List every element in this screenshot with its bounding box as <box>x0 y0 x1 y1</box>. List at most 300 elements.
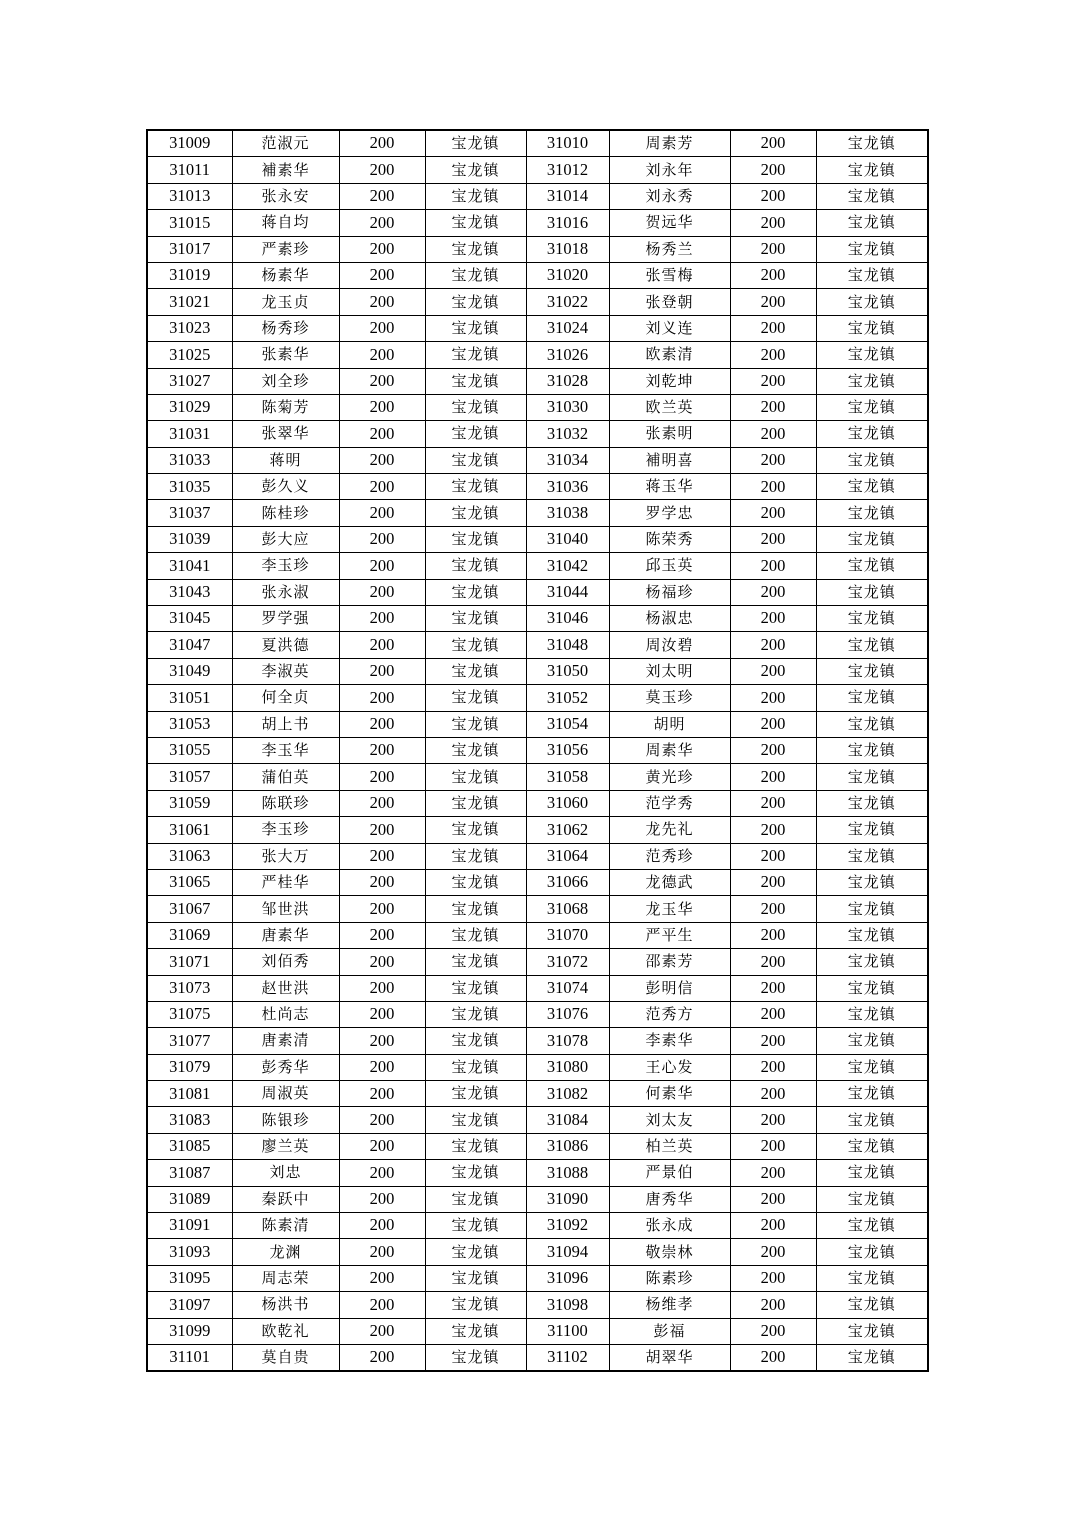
cell-amount-left: 200 <box>339 1186 425 1212</box>
cell-amount-right: 200 <box>730 1344 816 1371</box>
cell-town-right: 宝龙镇 <box>816 1265 928 1291</box>
cell-name-right: 黄光珍 <box>609 764 730 790</box>
cell-id-left: 31041 <box>147 553 232 579</box>
cell-town-right: 宝龙镇 <box>816 1107 928 1133</box>
cell-town-left: 宝龙镇 <box>425 1239 526 1265</box>
cell-id-left: 31087 <box>147 1160 232 1186</box>
cell-name-left: 杨秀珍 <box>232 315 339 341</box>
cell-name-right: 张雪梅 <box>609 262 730 288</box>
cell-name-left: 彭大应 <box>232 526 339 552</box>
cell-id-right: 31054 <box>526 711 609 737</box>
cell-amount-left: 200 <box>339 1133 425 1159</box>
cell-town-left: 宝龙镇 <box>425 1318 526 1344</box>
cell-amount-right: 200 <box>730 685 816 711</box>
cell-name-left: 杨素华 <box>232 262 339 288</box>
cell-id-right: 31020 <box>526 262 609 288</box>
cell-town-left: 宝龙镇 <box>425 975 526 1001</box>
cell-name-left: 龙玉贞 <box>232 289 339 315</box>
cell-amount-right: 200 <box>730 843 816 869</box>
cell-id-right: 31094 <box>526 1239 609 1265</box>
cell-amount-left: 200 <box>339 843 425 869</box>
cell-name-right: 范秀方 <box>609 1001 730 1027</box>
cell-id-left: 31101 <box>147 1344 232 1371</box>
cell-id-left: 31083 <box>147 1107 232 1133</box>
cell-amount-right: 200 <box>730 764 816 790</box>
cell-name-right: 范秀珍 <box>609 843 730 869</box>
cell-id-left: 31065 <box>147 869 232 895</box>
cell-id-right: 31038 <box>526 500 609 526</box>
cell-name-right: 彭福 <box>609 1318 730 1344</box>
table-row <box>147 262 928 288</box>
table-row <box>147 553 928 579</box>
cell-amount-left: 200 <box>339 553 425 579</box>
cell-name-left: 陈菊芳 <box>232 394 339 420</box>
cell-amount-right: 200 <box>730 896 816 922</box>
cell-town-left: 宝龙镇 <box>425 1160 526 1186</box>
cell-name-left: 蒲伯英 <box>232 764 339 790</box>
cell-id-right: 31078 <box>526 1028 609 1054</box>
cell-town-right: 宝龙镇 <box>816 1160 928 1186</box>
cell-name-right: 龙德武 <box>609 869 730 895</box>
cell-town-right: 宝龙镇 <box>816 526 928 552</box>
cell-town-left: 宝龙镇 <box>425 632 526 658</box>
cell-name-left: 范淑元 <box>232 130 339 157</box>
roster-table-body <box>147 130 928 1371</box>
table-row <box>147 315 928 341</box>
cell-id-right: 31056 <box>526 737 609 763</box>
cell-name-right: 刘乾坤 <box>609 368 730 394</box>
cell-id-right: 31082 <box>526 1081 609 1107</box>
cell-amount-left: 200 <box>339 1265 425 1291</box>
table-row <box>147 368 928 394</box>
table-row <box>147 632 928 658</box>
cell-town-left: 宝龙镇 <box>425 289 526 315</box>
cell-id-right: 31032 <box>526 421 609 447</box>
cell-town-left: 宝龙镇 <box>425 764 526 790</box>
cell-name-left: 陈银珍 <box>232 1107 339 1133</box>
cell-id-left: 31089 <box>147 1186 232 1212</box>
cell-name-right: 蒋玉华 <box>609 474 730 500</box>
cell-town-right: 宝龙镇 <box>816 1318 928 1344</box>
cell-amount-right: 200 <box>730 975 816 1001</box>
cell-town-right: 宝龙镇 <box>816 421 928 447</box>
cell-amount-left: 200 <box>339 210 425 236</box>
table-row <box>147 447 928 473</box>
cell-name-right: 王心发 <box>609 1054 730 1080</box>
cell-town-right: 宝龙镇 <box>816 368 928 394</box>
table-row <box>147 1318 928 1344</box>
cell-id-right: 31070 <box>526 922 609 948</box>
cell-town-right: 宝龙镇 <box>816 315 928 341</box>
cell-town-left: 宝龙镇 <box>425 1186 526 1212</box>
cell-id-left: 31031 <box>147 421 232 447</box>
cell-amount-left: 200 <box>339 1292 425 1318</box>
cell-town-left: 宝龙镇 <box>425 130 526 157</box>
cell-amount-left: 200 <box>339 1001 425 1027</box>
cell-town-left: 宝龙镇 <box>425 737 526 763</box>
cell-id-right: 31046 <box>526 606 609 632</box>
cell-name-right: 杨维孝 <box>609 1292 730 1318</box>
cell-id-right: 31088 <box>526 1160 609 1186</box>
cell-name-right: 邵素芳 <box>609 949 730 975</box>
cell-name-left: 张大万 <box>232 843 339 869</box>
cell-id-right: 31080 <box>526 1054 609 1080</box>
cell-town-left: 宝龙镇 <box>425 394 526 420</box>
cell-name-right: 補明喜 <box>609 447 730 473</box>
cell-amount-left: 200 <box>339 130 425 157</box>
cell-amount-left: 200 <box>339 975 425 1001</box>
cell-id-left: 31043 <box>147 579 232 605</box>
cell-town-left: 宝龙镇 <box>425 500 526 526</box>
cell-id-left: 31099 <box>147 1318 232 1344</box>
cell-id-left: 31067 <box>147 896 232 922</box>
cell-name-right: 龙玉华 <box>609 896 730 922</box>
table-row <box>147 1054 928 1080</box>
cell-id-right: 31024 <box>526 315 609 341</box>
cell-town-right: 宝龙镇 <box>816 236 928 262</box>
cell-amount-right: 200 <box>730 236 816 262</box>
table-row <box>147 157 928 183</box>
cell-name-right: 胡明 <box>609 711 730 737</box>
table-row <box>147 869 928 895</box>
cell-name-left: 张翠华 <box>232 421 339 447</box>
cell-name-left: 蒋自均 <box>232 210 339 236</box>
table-row <box>147 500 928 526</box>
cell-id-left: 31011 <box>147 157 232 183</box>
cell-amount-left: 200 <box>339 1160 425 1186</box>
table-row <box>147 606 928 632</box>
cell-town-left: 宝龙镇 <box>425 949 526 975</box>
cell-amount-left: 200 <box>339 421 425 447</box>
table-row <box>147 764 928 790</box>
cell-name-right: 龙先礼 <box>609 817 730 843</box>
cell-town-left: 宝龙镇 <box>425 922 526 948</box>
cell-town-right: 宝龙镇 <box>816 447 928 473</box>
table-row <box>147 210 928 236</box>
cell-id-right: 31076 <box>526 1001 609 1027</box>
cell-name-right: 李素华 <box>609 1028 730 1054</box>
cell-name-left: 補素华 <box>232 157 339 183</box>
cell-town-left: 宝龙镇 <box>425 447 526 473</box>
cell-id-left: 31049 <box>147 658 232 684</box>
table-row <box>147 1292 928 1318</box>
cell-id-left: 31063 <box>147 843 232 869</box>
cell-name-right: 邱玉英 <box>609 553 730 579</box>
cell-name-right: 张永成 <box>609 1213 730 1239</box>
cell-name-left: 周淑英 <box>232 1081 339 1107</box>
cell-town-left: 宝龙镇 <box>425 368 526 394</box>
cell-name-right: 彭明信 <box>609 975 730 1001</box>
cell-name-left: 陈桂珍 <box>232 500 339 526</box>
table-row <box>147 1213 928 1239</box>
cell-amount-left: 200 <box>339 1081 425 1107</box>
cell-name-left: 罗学强 <box>232 606 339 632</box>
cell-name-right: 罗学忠 <box>609 500 730 526</box>
cell-amount-left: 200 <box>339 1344 425 1371</box>
cell-amount-right: 200 <box>730 869 816 895</box>
table-row <box>147 236 928 262</box>
cell-town-right: 宝龙镇 <box>816 922 928 948</box>
cell-id-left: 31025 <box>147 342 232 368</box>
cell-name-right: 陈荣秀 <box>609 526 730 552</box>
cell-id-left: 31027 <box>147 368 232 394</box>
cell-amount-left: 200 <box>339 526 425 552</box>
cell-amount-right: 200 <box>730 1054 816 1080</box>
cell-town-right: 宝龙镇 <box>816 1133 928 1159</box>
cell-id-left: 31051 <box>147 685 232 711</box>
cell-amount-left: 200 <box>339 500 425 526</box>
cell-town-left: 宝龙镇 <box>425 474 526 500</box>
cell-town-right: 宝龙镇 <box>816 1001 928 1027</box>
cell-name-left: 唐素华 <box>232 922 339 948</box>
cell-amount-left: 200 <box>339 790 425 816</box>
cell-id-right: 31034 <box>526 447 609 473</box>
cell-amount-right: 200 <box>730 579 816 605</box>
cell-id-left: 31035 <box>147 474 232 500</box>
cell-name-right: 周汝碧 <box>609 632 730 658</box>
cell-name-left: 刘忠 <box>232 1160 339 1186</box>
cell-name-right: 刘太明 <box>609 658 730 684</box>
cell-amount-right: 200 <box>730 1081 816 1107</box>
cell-town-left: 宝龙镇 <box>425 1213 526 1239</box>
cell-id-right: 31068 <box>526 896 609 922</box>
cell-town-right: 宝龙镇 <box>816 658 928 684</box>
cell-id-left: 31045 <box>147 606 232 632</box>
cell-name-left: 廖兰英 <box>232 1133 339 1159</box>
cell-town-right: 宝龙镇 <box>816 579 928 605</box>
cell-id-left: 31033 <box>147 447 232 473</box>
cell-id-left: 31091 <box>147 1213 232 1239</box>
cell-name-left: 张永淑 <box>232 579 339 605</box>
cell-amount-right: 200 <box>730 1133 816 1159</box>
cell-town-left: 宝龙镇 <box>425 1028 526 1054</box>
cell-name-right: 范学秀 <box>609 790 730 816</box>
cell-name-left: 刘全珍 <box>232 368 339 394</box>
cell-id-left: 31021 <box>147 289 232 315</box>
cell-amount-right: 200 <box>730 421 816 447</box>
table-row <box>147 1081 928 1107</box>
cell-town-left: 宝龙镇 <box>425 553 526 579</box>
cell-amount-right: 200 <box>730 922 816 948</box>
cell-name-left: 唐素清 <box>232 1028 339 1054</box>
cell-town-right: 宝龙镇 <box>816 262 928 288</box>
table-row <box>147 579 928 605</box>
table-row <box>147 685 928 711</box>
cell-name-left: 周志荣 <box>232 1265 339 1291</box>
table-row <box>147 1133 928 1159</box>
cell-amount-left: 200 <box>339 949 425 975</box>
cell-amount-right: 200 <box>730 553 816 579</box>
cell-amount-right: 200 <box>730 790 816 816</box>
table-row <box>147 737 928 763</box>
cell-id-right: 31058 <box>526 764 609 790</box>
cell-id-right: 31090 <box>526 1186 609 1212</box>
cell-id-right: 31052 <box>526 685 609 711</box>
cell-name-right: 刘太友 <box>609 1107 730 1133</box>
cell-name-right: 莫玉珍 <box>609 685 730 711</box>
cell-name-left: 杜尚志 <box>232 1001 339 1027</box>
cell-town-right: 宝龙镇 <box>816 632 928 658</box>
cell-town-right: 宝龙镇 <box>816 949 928 975</box>
cell-name-left: 何全贞 <box>232 685 339 711</box>
table-row <box>147 474 928 500</box>
cell-town-left: 宝龙镇 <box>425 315 526 341</box>
cell-amount-left: 200 <box>339 157 425 183</box>
cell-name-left: 蒋明 <box>232 447 339 473</box>
cell-amount-right: 200 <box>730 1160 816 1186</box>
cell-amount-right: 200 <box>730 1001 816 1027</box>
cell-amount-right: 200 <box>730 157 816 183</box>
cell-town-left: 宝龙镇 <box>425 1344 526 1371</box>
cell-amount-left: 200 <box>339 579 425 605</box>
cell-town-right: 宝龙镇 <box>816 711 928 737</box>
cell-id-right: 31042 <box>526 553 609 579</box>
table-row <box>147 1239 928 1265</box>
cell-amount-left: 200 <box>339 289 425 315</box>
cell-town-left: 宝龙镇 <box>425 262 526 288</box>
table-row <box>147 1160 928 1186</box>
cell-name-left: 彭久义 <box>232 474 339 500</box>
cell-id-left: 31013 <box>147 183 232 209</box>
cell-amount-right: 200 <box>730 737 816 763</box>
cell-town-left: 宝龙镇 <box>425 342 526 368</box>
cell-id-right: 31060 <box>526 790 609 816</box>
cell-amount-left: 200 <box>339 632 425 658</box>
cell-amount-left: 200 <box>339 922 425 948</box>
cell-amount-left: 200 <box>339 394 425 420</box>
table-row <box>147 421 928 447</box>
cell-id-left: 31095 <box>147 1265 232 1291</box>
cell-id-left: 31069 <box>147 922 232 948</box>
cell-id-right: 31062 <box>526 817 609 843</box>
cell-id-right: 31036 <box>526 474 609 500</box>
cell-name-left: 秦跃中 <box>232 1186 339 1212</box>
cell-name-left: 龙渊 <box>232 1239 339 1265</box>
table-row <box>147 526 928 552</box>
cell-town-right: 宝龙镇 <box>816 289 928 315</box>
cell-amount-right: 200 <box>730 1028 816 1054</box>
cell-amount-left: 200 <box>339 236 425 262</box>
cell-name-left: 欧乾礼 <box>232 1318 339 1344</box>
cell-amount-right: 200 <box>730 526 816 552</box>
cell-amount-left: 200 <box>339 1028 425 1054</box>
cell-town-right: 宝龙镇 <box>816 553 928 579</box>
table-row <box>147 130 928 157</box>
cell-id-right: 31102 <box>526 1344 609 1371</box>
cell-town-left: 宝龙镇 <box>425 1265 526 1291</box>
cell-id-left: 31075 <box>147 1001 232 1027</box>
cell-town-right: 宝龙镇 <box>816 843 928 869</box>
table-row <box>147 896 928 922</box>
cell-amount-right: 200 <box>730 342 816 368</box>
cell-town-right: 宝龙镇 <box>816 606 928 632</box>
cell-town-left: 宝龙镇 <box>425 526 526 552</box>
roster-table <box>146 129 929 1372</box>
cell-amount-right: 200 <box>730 130 816 157</box>
cell-amount-left: 200 <box>339 474 425 500</box>
cell-town-left: 宝龙镇 <box>425 421 526 447</box>
cell-amount-left: 200 <box>339 1213 425 1239</box>
table-row <box>147 342 928 368</box>
cell-town-left: 宝龙镇 <box>425 817 526 843</box>
cell-name-right: 胡翠华 <box>609 1344 730 1371</box>
cell-town-right: 宝龙镇 <box>816 685 928 711</box>
cell-town-right: 宝龙镇 <box>816 1054 928 1080</box>
cell-id-right: 31100 <box>526 1318 609 1344</box>
cell-town-left: 宝龙镇 <box>425 157 526 183</box>
cell-name-right: 张素明 <box>609 421 730 447</box>
cell-town-right: 宝龙镇 <box>816 1028 928 1054</box>
cell-town-right: 宝龙镇 <box>816 737 928 763</box>
cell-id-left: 31055 <box>147 737 232 763</box>
cell-town-right: 宝龙镇 <box>816 394 928 420</box>
cell-id-left: 31019 <box>147 262 232 288</box>
cell-id-right: 31092 <box>526 1213 609 1239</box>
cell-town-left: 宝龙镇 <box>425 1054 526 1080</box>
cell-name-right: 柏兰英 <box>609 1133 730 1159</box>
cell-id-right: 31050 <box>526 658 609 684</box>
cell-id-right: 31018 <box>526 236 609 262</box>
table-row <box>147 975 928 1001</box>
cell-name-right: 周素芳 <box>609 130 730 157</box>
cell-town-right: 宝龙镇 <box>816 1344 928 1371</box>
cell-id-right: 31016 <box>526 210 609 236</box>
cell-town-left: 宝龙镇 <box>425 1107 526 1133</box>
cell-name-right: 刘义连 <box>609 315 730 341</box>
cell-name-right: 周素华 <box>609 737 730 763</box>
cell-name-right: 贺远华 <box>609 210 730 236</box>
cell-town-right: 宝龙镇 <box>816 342 928 368</box>
cell-amount-left: 200 <box>339 315 425 341</box>
cell-amount-right: 200 <box>730 658 816 684</box>
cell-name-right: 欧兰英 <box>609 394 730 420</box>
cell-town-right: 宝龙镇 <box>816 817 928 843</box>
cell-id-right: 31096 <box>526 1265 609 1291</box>
cell-id-left: 31009 <box>147 130 232 157</box>
cell-amount-right: 200 <box>730 1107 816 1133</box>
cell-town-right: 宝龙镇 <box>816 500 928 526</box>
cell-amount-right: 200 <box>730 1265 816 1291</box>
cell-amount-right: 200 <box>730 289 816 315</box>
cell-name-left: 陈联珍 <box>232 790 339 816</box>
cell-id-right: 31014 <box>526 183 609 209</box>
cell-town-right: 宝龙镇 <box>816 764 928 790</box>
table-row <box>147 183 928 209</box>
cell-amount-right: 200 <box>730 1239 816 1265</box>
cell-town-right: 宝龙镇 <box>816 157 928 183</box>
cell-town-right: 宝龙镇 <box>816 130 928 157</box>
cell-id-left: 31097 <box>147 1292 232 1318</box>
cell-id-right: 31026 <box>526 342 609 368</box>
cell-amount-right: 200 <box>730 394 816 420</box>
cell-name-right: 陈素珍 <box>609 1265 730 1291</box>
cell-amount-right: 200 <box>730 474 816 500</box>
cell-town-left: 宝龙镇 <box>425 1081 526 1107</box>
cell-name-right: 刘永年 <box>609 157 730 183</box>
cell-town-left: 宝龙镇 <box>425 896 526 922</box>
cell-id-left: 31059 <box>147 790 232 816</box>
cell-amount-right: 200 <box>730 500 816 526</box>
cell-id-left: 31029 <box>147 394 232 420</box>
cell-name-right: 唐秀华 <box>609 1186 730 1212</box>
cell-town-left: 宝龙镇 <box>425 658 526 684</box>
cell-name-left: 莫自贵 <box>232 1344 339 1371</box>
cell-id-left: 31039 <box>147 526 232 552</box>
cell-amount-left: 200 <box>339 896 425 922</box>
table-row <box>147 658 928 684</box>
cell-town-left: 宝龙镇 <box>425 790 526 816</box>
cell-town-right: 宝龙镇 <box>816 1081 928 1107</box>
